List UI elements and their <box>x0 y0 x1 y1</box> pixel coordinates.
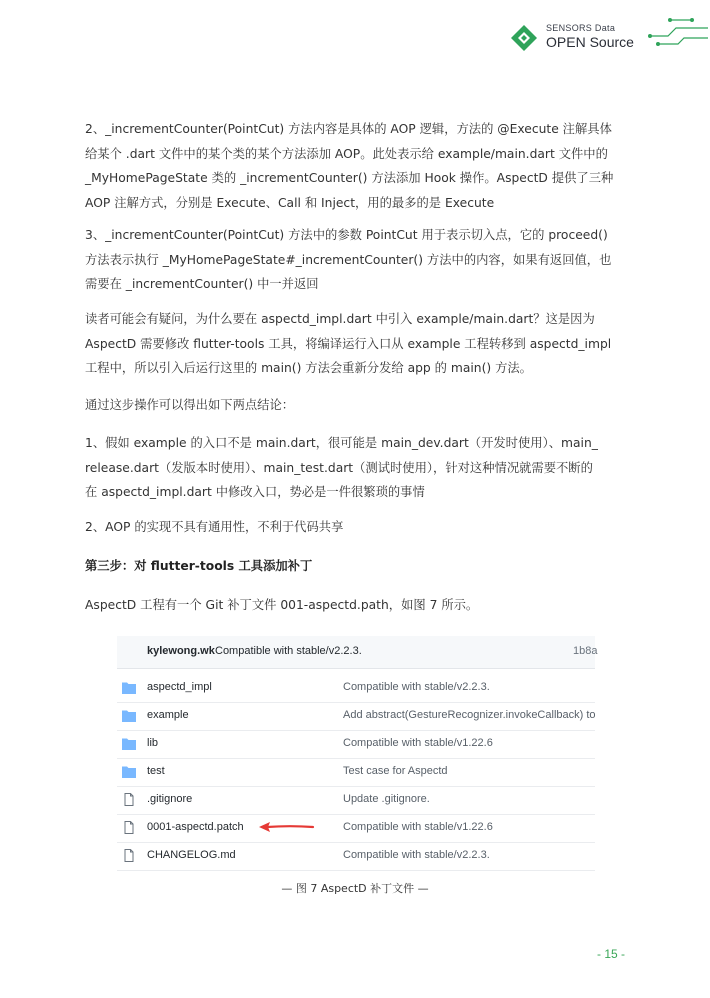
logo-brand-text: SENSORS Data <box>546 23 616 33</box>
file-name-link[interactable]: test <box>147 765 165 777</box>
paragraph-2 <box>85 117 630 215</box>
commit-message-link[interactable]: Update .gitignore. <box>343 793 430 805</box>
file-row-lib[interactable] <box>117 730 595 759</box>
commit-message-link[interactable]: Compatible with stable/v2.2.3. <box>215 645 362 657</box>
commit-author-link[interactable]: kylewong.wk <box>147 645 215 657</box>
figure-caption: — 图 7 AspectD 补丁文件 — <box>281 882 429 895</box>
file-name-link[interactable]: .gitignore <box>147 793 193 805</box>
text-line: AOP 注解方式，分别是 Execute、Call 和 Inject，用的最多的是 Execute <box>85 195 495 210</box>
text-line: 方法表示执行 _MyHomePageState#_incrementCounter() 方法中的内容，如果有返回值，也 <box>85 252 612 267</box>
commit-message-link[interactable]: Compatible with stable/v1.22.6 <box>343 821 493 833</box>
paragraph-reader-question <box>85 307 630 381</box>
text-line: 3、_incrementCounter(PointCut) 方法中的参数 PointCut 用于表示切入点，它的 proceed() <box>85 228 608 242</box>
github-file-list-figure <box>117 636 598 861</box>
file-name-link[interactable]: lib <box>147 737 159 749</box>
commit-message-link[interactable]: Compatible with stable/v1.22.6 <box>343 737 493 749</box>
circuit-decoration-icon <box>648 14 710 56</box>
sensors-open-source-logo <box>510 20 640 56</box>
text-line: _MyHomePageState 类的 _incrementCounter() 方法添加 Hook 操作。AspectD 提供了三种 <box>85 171 614 185</box>
commit-message-link[interactable]: Compatible with stable/v2.2.3. <box>343 849 490 861</box>
text-line: 工程中，所以引入后运行这里的 main() 方法会重新分发给 app 的 main() 方法。 <box>85 361 532 375</box>
file-icon <box>122 793 136 806</box>
commit-message-link[interactable]: Add abstract(GestureRecognizer.invokeCallback) to <box>343 709 596 721</box>
logo-product-text: OPEN Source <box>546 34 634 50</box>
file-row-changelog[interactable] <box>117 842 595 871</box>
commit-message-link[interactable]: Compatible with stable/v2.2.3. <box>343 681 490 693</box>
text-line: AspectD 工程有一个 Git 补丁文件 001-aspectd.path，如图 7 所示。 <box>85 598 479 612</box>
file-row-aspectd-impl[interactable] <box>117 674 595 703</box>
folder-icon <box>122 709 136 722</box>
paragraph-conclusion-intro <box>85 393 630 418</box>
folder-icon <box>122 765 136 778</box>
file-icon <box>122 849 136 862</box>
section-heading <box>85 554 630 579</box>
file-row-gitignore[interactable] <box>117 786 595 815</box>
text-line: 2、AOP 的实现不具有通用性，不利于代码共享 <box>85 520 344 534</box>
file-icon <box>122 821 136 834</box>
text-line: AspectD 需要修改 flutter-tools 工具，将编译运行入口从 example 工程转移到 aspectd_impl <box>85 336 612 351</box>
figure-intro <box>85 593 630 618</box>
file-row-test[interactable] <box>117 758 595 787</box>
commit-header <box>117 636 598 669</box>
folder-icon <box>122 681 136 694</box>
file-name-link[interactable]: CHANGELOG.md <box>147 849 236 861</box>
text-line: 需要在 _incrementCounter() 中一并返回 <box>85 277 319 291</box>
file-name-link[interactable]: 0001-aspectd.patch <box>147 821 244 833</box>
text-line: 2、_incrementCounter(PointCut) 方法内容是具体的 AOP 逻辑，方法的 @Execute 注解具体 <box>85 122 612 136</box>
text-line: release.dart（发版本时使用）、main_test.dart（测试时使用），针对这种情况就需要不断的 <box>85 460 593 475</box>
file-name-link[interactable]: aspectd_impl <box>147 681 212 693</box>
text-line: 通过这步操作可以得出如下两点结论： <box>85 398 295 412</box>
file-name-link[interactable]: example <box>147 709 189 721</box>
text-line: 在 aspectd_impl.dart 中修改入口，势必是一件很繁琐的事情 <box>85 485 425 499</box>
file-row-example[interactable] <box>117 702 595 731</box>
heading-text: 第三步：对 flutter-tools 工具添加补丁 <box>85 559 313 573</box>
page-number: - 15 - <box>597 947 626 961</box>
text-line: 给某个 .dart 文件中的某个类的某个方法添加 AOP。此处表示给 example/main.dart 文件中的 <box>85 146 608 161</box>
folder-icon <box>122 737 136 750</box>
commit-message-link[interactable]: Test case for Aspectd <box>343 765 448 777</box>
text-line: 1、假如 example 的入口不是 main.dart，很可能是 main_dev.dart（开发时使用）、main_ <box>85 436 598 450</box>
file-row-patch[interactable] <box>117 814 595 843</box>
diamond-logo-icon <box>510 24 538 52</box>
paragraph-conclusion-1 <box>85 431 630 505</box>
red-arrow-annotation <box>259 821 315 833</box>
text-line: 读者可能会有疑问，为什么要在 aspectd_impl.dart 中引入 example/main.dart？这是因为 <box>85 312 595 326</box>
paragraph-conclusion-2 <box>85 515 630 540</box>
commit-hash-link[interactable]: 1b8a <box>573 645 598 657</box>
paragraph-3 <box>85 223 630 297</box>
